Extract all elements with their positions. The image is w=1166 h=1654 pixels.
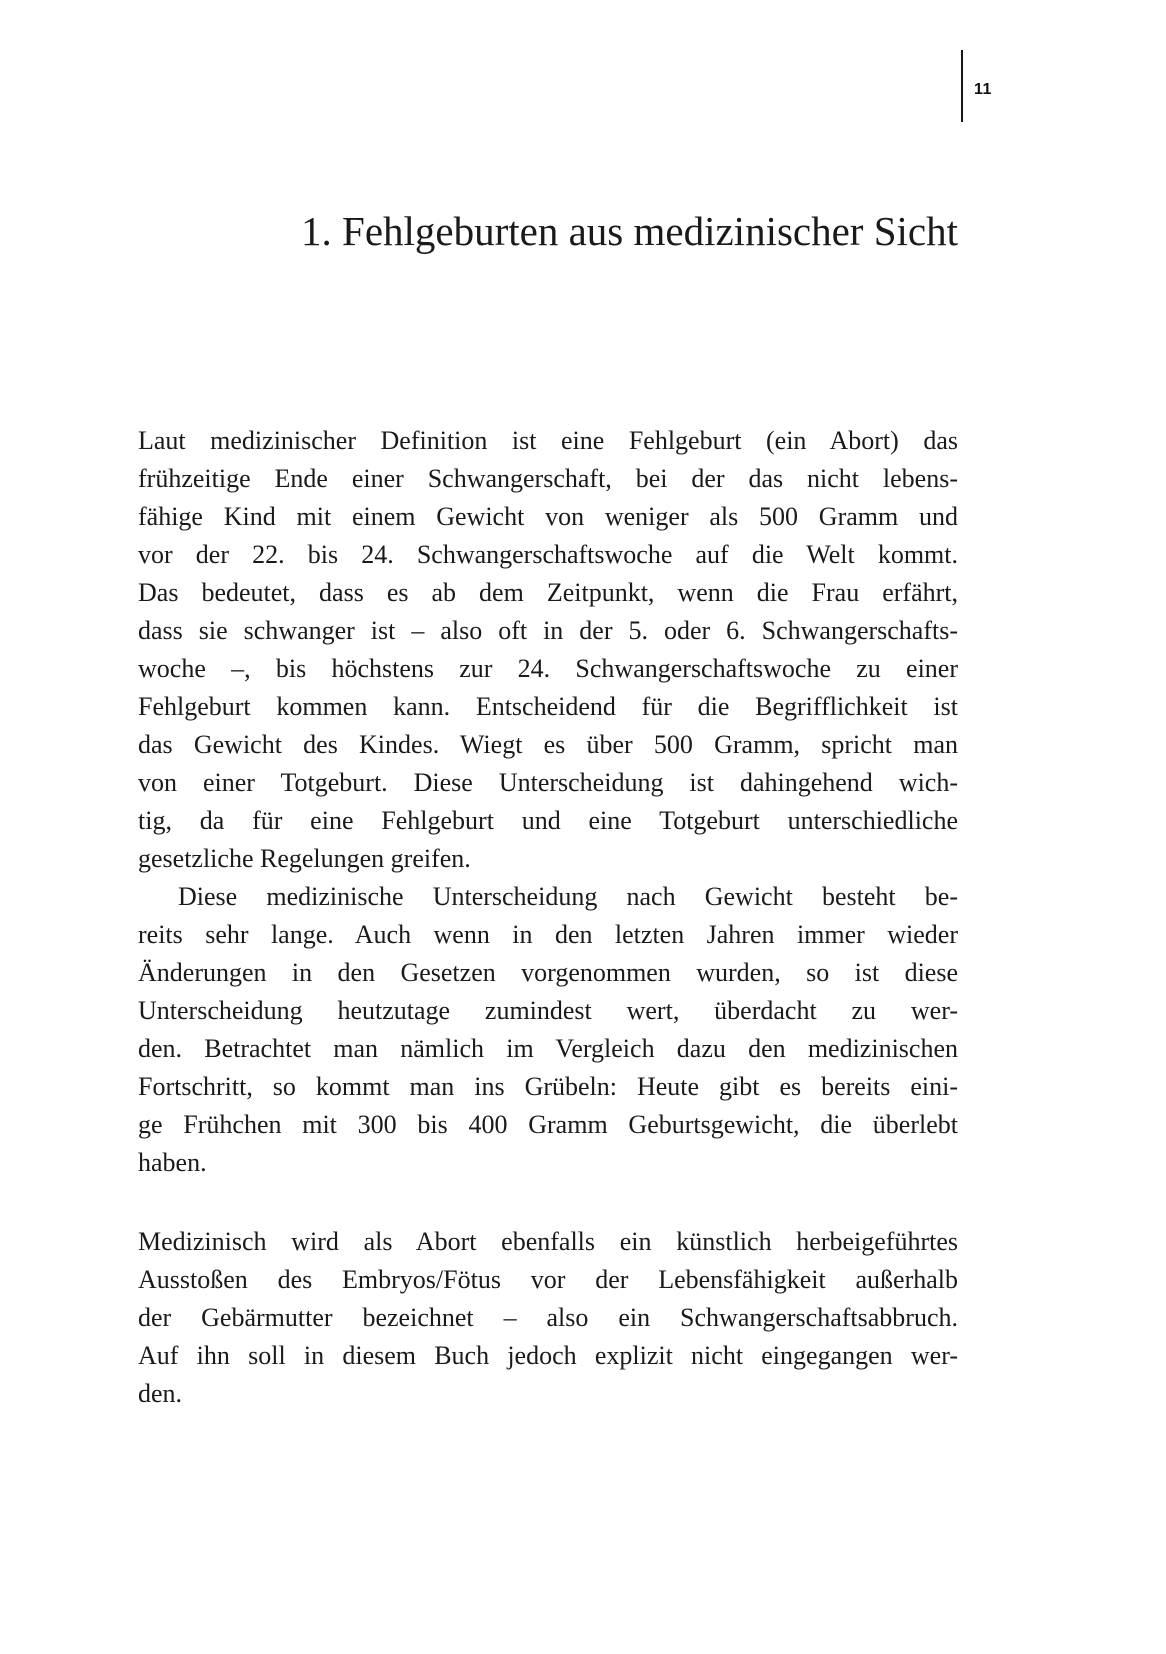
text-line: frühzeitige Ende einer Schwangerschaft, bei der das nicht lebens-: [138, 464, 958, 493]
text-line: dass sie schwanger ist – also oft in der 5. oder 6. Schwangerschafts-: [138, 616, 958, 645]
text-line: woche –, bis höchstens zur 24. Schwangerschaftswoche zu einer: [138, 654, 958, 683]
text-line: Unterscheidung heutzutage zumindest wert, überdacht zu wer-: [138, 996, 958, 1025]
text-line: Fehlgeburt kommen kann. Entscheidend für die Begrifflichkeit ist: [138, 692, 958, 721]
paragraph: [138, 422, 958, 878]
text-line: Medizinisch wird als Abort ebenfalls ein künstlich herbeigeführtes: [138, 1227, 958, 1256]
paragraph: [138, 1223, 958, 1413]
text-line: Ausstoßen des Embryos/Fötus vor der Lebensfähigkeit außerhalb: [138, 1265, 958, 1294]
text-line: gesetzliche Regelungen greifen.: [138, 844, 471, 873]
page-number: 11: [974, 81, 992, 98]
text-line: von einer Totgeburt. Diese Unterscheidung ist dahingehend wich-: [138, 768, 958, 797]
text-line: Laut medizinischer Definition ist eine Fehlgeburt (ein Abort) das: [138, 426, 958, 455]
text-line: Auf ihn soll in diesem Buch jedoch explizit nicht eingegangen wer-: [138, 1341, 958, 1370]
page-number-rule: [961, 50, 963, 122]
text-line: Fortschritt, so kommt man ins Grübeln: Heute gibt es bereits eini-: [138, 1072, 958, 1101]
paragraph: [138, 878, 958, 1182]
chapter-title: 1. Fehlgeburten aus medizinischer Sicht: [301, 208, 958, 255]
text-line: Das bedeutet, dass es ab dem Zeitpunkt, wenn die Frau erfährt,: [138, 578, 958, 607]
text-line: den. Betrachtet man nämlich im Vergleich dazu den medizinischen: [138, 1034, 958, 1063]
text-line: das Gewicht des Kindes. Wiegt es über 500 Gramm, spricht man: [138, 730, 958, 759]
text-line: fähige Kind mit einem Gewicht von weniger als 500 Gramm und: [138, 502, 958, 531]
text-line: vor der 22. bis 24. Schwangerschaftswoche auf die Welt kommt.: [138, 540, 958, 569]
text-line: tig, da für eine Fehlgeburt und eine Totgeburt unterschiedliche: [138, 806, 958, 835]
text-line: Diese medizinische Unterscheidung nach Gewicht besteht be-: [178, 882, 958, 911]
text-line: der Gebärmutter bezeichnet – also ein Schwangerschaftsabbruch.: [138, 1303, 958, 1332]
text-line: haben.: [138, 1148, 207, 1177]
body-text: [138, 422, 958, 1413]
text-line: reits sehr lange. Auch wenn in den letzten Jahren immer wieder: [138, 920, 958, 949]
text-line: den.: [138, 1379, 183, 1408]
text-line: ge Frühchen mit 300 bis 400 Gramm Geburtsgewicht, die überlebt: [138, 1110, 958, 1139]
text-line: Änderungen in den Gesetzen vorgenommen wurden, so ist diese: [138, 958, 958, 987]
